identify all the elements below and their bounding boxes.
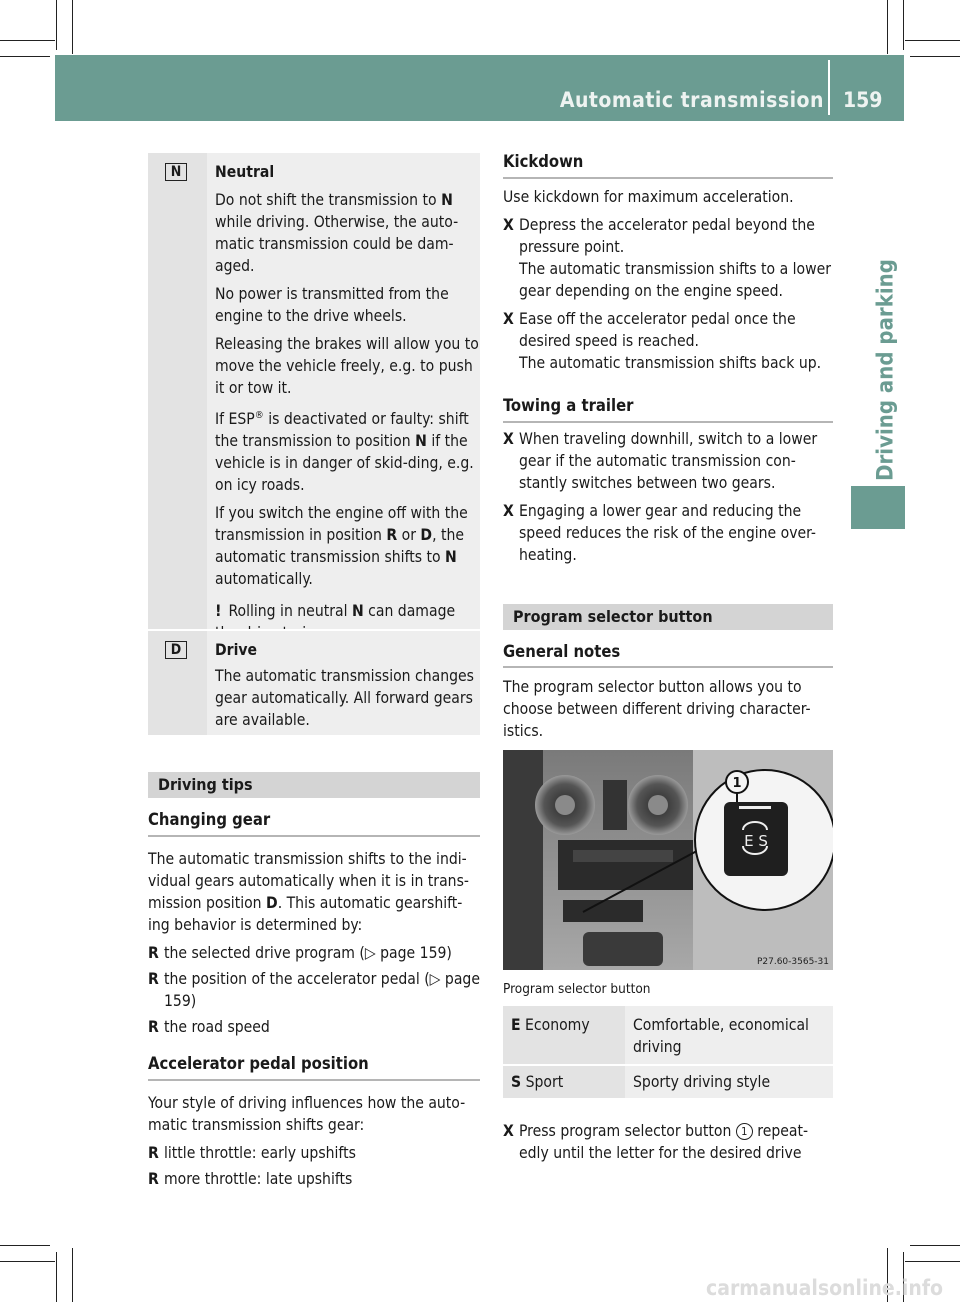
- step-item: X Engaging a lower gear and reducing the speed reduces the risk of the engine over-heating.: [503, 502, 816, 564]
- program-selector-text: The program selector button allows you to choose between different driving character-istics.: [503, 678, 811, 740]
- gear-neutral-paragraph: If ESP® is deactivated or faulty: shift the transmission to position N if the vehicle is in danger of skid-ding, e.g. on icy roads.: [215, 410, 474, 495]
- gear-symbol-d: D: [165, 641, 187, 659]
- crop-mark: [905, 1261, 960, 1262]
- crop-mark: [905, 40, 960, 41]
- bullet-marker: R: [148, 1170, 159, 1188]
- page-number: 159: [843, 88, 883, 112]
- gear-neutral-paragraph: If you switch the engine off with the transmission in position R or D, the automatic transmission shifts to N automatically.: [215, 504, 468, 589]
- warning-note: ! Rolling in neutral N can damage: [215, 601, 456, 621]
- gear-description-cell: [207, 631, 480, 735]
- accelerator-body: [148, 1092, 482, 1194]
- button-letters: E S: [744, 832, 768, 850]
- crop-mark: [0, 1245, 50, 1246]
- step-marker: X: [503, 502, 514, 520]
- header-divider: [828, 60, 830, 115]
- crop-mark: [903, 0, 904, 50]
- program-key-cell: E Economy: [503, 1006, 625, 1064]
- kickdown-body: [503, 186, 837, 380]
- bullet-marker: R: [148, 944, 159, 962]
- crop-mark: [56, 1252, 57, 1302]
- heading-rule: [503, 421, 833, 423]
- crop-mark: [0, 1261, 55, 1262]
- step-item: X Ease off the accelerator pedal once the desired speed is reached. The automatic transmission shifts back up.: [503, 310, 822, 372]
- heading-general-notes: General notes: [503, 642, 621, 661]
- gear-neutral-text: [215, 161, 479, 644]
- step-item: X When traveling downhill, switch to a lower gear if the automatic transmission con-stantly switches between two gears.: [503, 430, 818, 492]
- list-item: R little throttle: early upshifts: [148, 1144, 356, 1162]
- gear-symbol-cell: [148, 631, 207, 735]
- step-marker: X: [503, 430, 514, 448]
- gear-title: Drive: [215, 641, 258, 659]
- gear-title: Neutral: [215, 163, 275, 181]
- step-item: X Depress the accelerator pedal beyond the pressure point. The automatic transmission shifts to a lower gear depending on the engine speed.: [503, 216, 831, 300]
- gear-symbol-n: N: [165, 163, 187, 181]
- bullet-marker: R: [148, 1144, 159, 1162]
- heading-rule: [148, 835, 480, 837]
- accelerator-text: Your style of driving influences how the auto-matic transmission shifts gear:: [148, 1094, 466, 1134]
- crop-mark: [0, 40, 55, 41]
- watermark: carmanualsonline.info: [706, 1276, 944, 1300]
- section-driving-tips: Driving tips: [148, 772, 480, 798]
- image-code: P27.60-3565-31: [756, 957, 829, 967]
- heading-kickdown: Kickdown: [503, 152, 584, 171]
- bullet-marker: R: [148, 970, 159, 988]
- program-desc-cell: Comfortable, economical driving: [625, 1006, 833, 1064]
- gear-symbol-cell: [148, 153, 207, 629]
- heading-accelerator-pedal: Accelerator pedal position: [148, 1054, 369, 1073]
- crop-mark: [887, 0, 888, 54]
- list-item: R the road speed: [148, 1018, 270, 1036]
- kickdown-text: Use kickdown for maximum acceleration.: [503, 188, 794, 206]
- program-selector-photo: [503, 750, 833, 970]
- program-key-cell: S Sport: [503, 1066, 625, 1098]
- changing-gear-text: The automatic transmission shifts to the indi-vidual gears automatically when it is in trans-mission position D. This automatic gearshift-ing behavior is determined by:: [148, 850, 469, 934]
- crop-mark: [910, 1245, 960, 1246]
- crop-mark: [0, 56, 50, 57]
- crop-mark: [72, 0, 73, 54]
- list-item: R more throttle: late upshifts: [148, 1170, 353, 1188]
- warning-icon: !: [215, 601, 222, 621]
- callout-number-ref: 1: [736, 1123, 753, 1140]
- chapter-side-label: Driving and parking: [873, 259, 899, 481]
- bullet-marker: R: [148, 1018, 159, 1036]
- crop-mark: [56, 0, 57, 50]
- step-marker: X: [503, 216, 514, 234]
- gear-drive-text: [215, 639, 479, 731]
- gear-neutral-paragraph: Releasing the brakes will allow you to move the vehicle freely, e.g. to push it or tow it.: [215, 335, 479, 397]
- program-desc-cell: Sporty driving style: [625, 1066, 833, 1098]
- heading-changing-gear: Changing gear: [148, 810, 271, 829]
- callout-number: 1: [732, 776, 742, 791]
- list-item: R the position of the accelerator pedal (▷ page 159): [148, 970, 480, 1010]
- page-title: Automatic transmission: [559, 88, 824, 112]
- list-item: R the selected drive program (▷ page 159): [148, 944, 452, 962]
- final-step: X Press program selector button 1 repeat-edly until the letter for the desired drive: [503, 1122, 809, 1162]
- crop-mark: [72, 1248, 73, 1302]
- crop-mark: [910, 56, 960, 57]
- gear-description-cell: [207, 153, 480, 629]
- heading-rule: [503, 177, 833, 179]
- chapter-tab: [851, 486, 905, 529]
- step-marker: X: [503, 310, 514, 328]
- photo-caption: Program selector button: [503, 981, 651, 997]
- heading-rule: [148, 1079, 480, 1081]
- step-marker: X: [503, 1122, 514, 1140]
- gear-neutral-paragraph: Do not shift the transmission to N while driving. Otherwise, the auto-matic transmission could be dam-aged.: [215, 191, 459, 275]
- heading-towing-trailer: Towing a trailer: [503, 396, 634, 415]
- section-program-selector: Program selector button: [503, 604, 833, 630]
- towing-steps: [503, 428, 837, 572]
- gear-drive-description: The automatic transmission changes gear automatically. All forward gears are available.: [215, 667, 474, 729]
- gear-neutral-paragraph: No power is transmitted from the engine to the drive wheels.: [215, 285, 449, 325]
- changing-gear-body: [148, 848, 482, 1042]
- heading-rule: [503, 666, 833, 668]
